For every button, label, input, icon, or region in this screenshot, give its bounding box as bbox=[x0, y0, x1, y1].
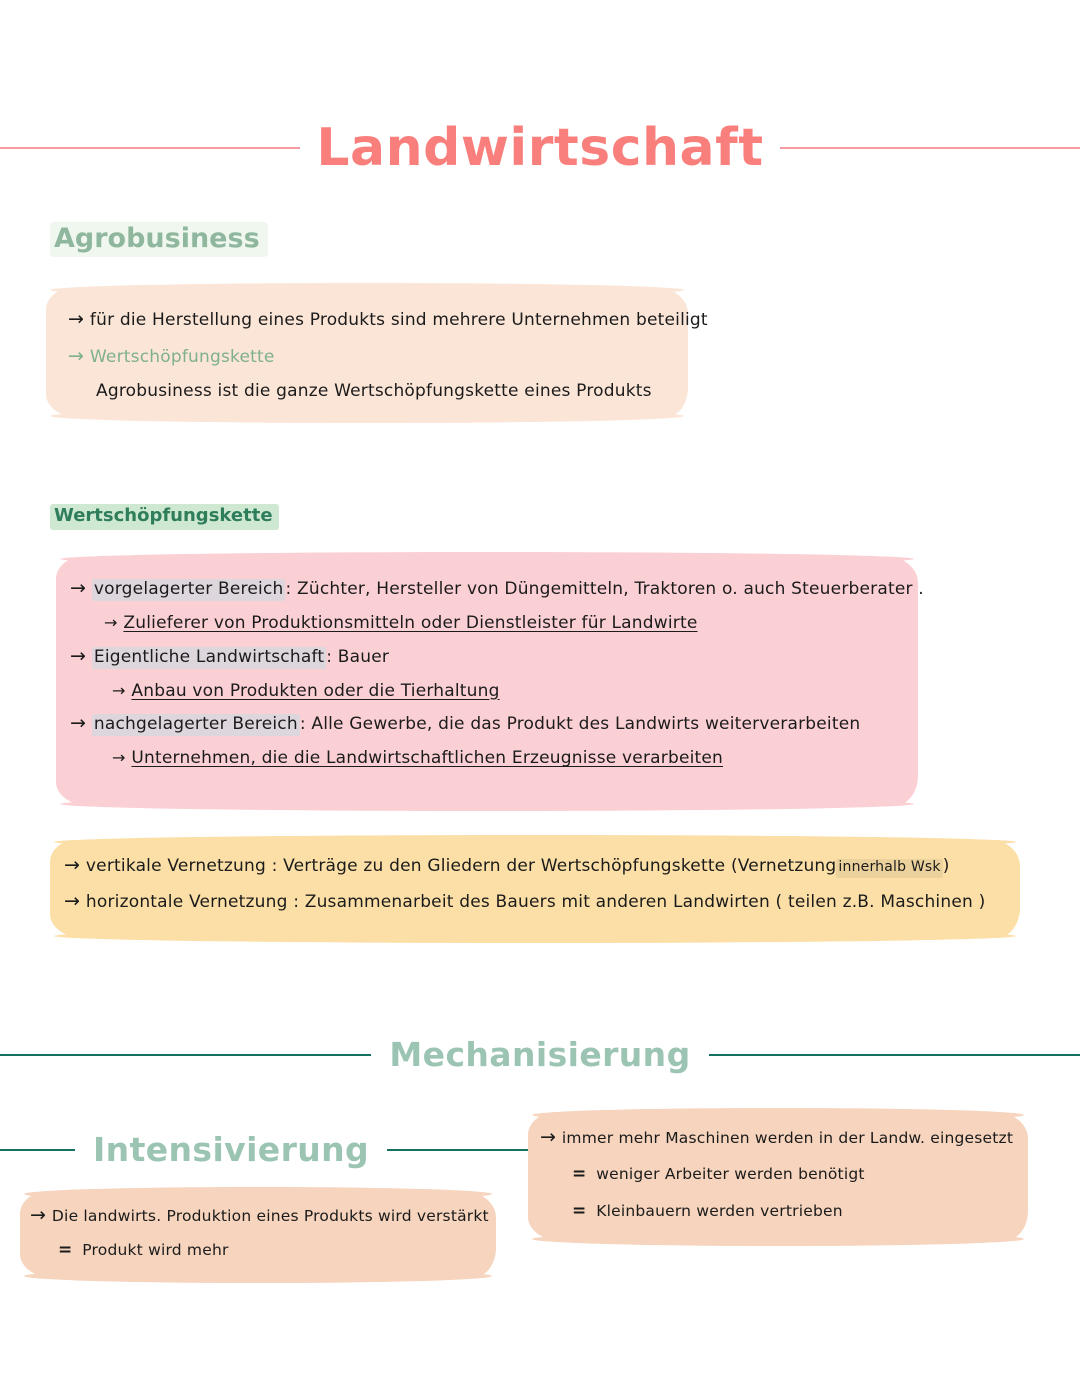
mechanisierung-rule-right bbox=[709, 1054, 1080, 1056]
arrow-icon: → bbox=[68, 308, 84, 330]
key-term: innerhalb Wsk bbox=[836, 859, 942, 878]
list-item-text: Die landwirts. Produktion eines Produkts wird verstärkt bbox=[51, 1207, 489, 1225]
arrow-icon: → bbox=[70, 712, 86, 734]
list-item bbox=[68, 308, 708, 331]
key-term: vorgelagerter Bereich bbox=[92, 579, 286, 601]
list-item bbox=[70, 748, 900, 769]
heading-intensivierung: Intensivierung bbox=[93, 1130, 370, 1169]
list-item-text: Wertschöpfungskette bbox=[89, 347, 275, 368]
arrow-icon: → bbox=[112, 680, 126, 700]
list-item-text: Unternehmen, die die Landwirtschaftlichen Erzeugnisse verarbeiten bbox=[131, 748, 724, 769]
mechanisierung-box bbox=[528, 1113, 1028, 1241]
list-item bbox=[70, 714, 900, 736]
title-rule-right bbox=[780, 147, 1080, 149]
arrow-icon: → bbox=[64, 889, 80, 912]
vernetzung-box bbox=[50, 840, 1020, 938]
list-item-text: Produkt wird mehr bbox=[82, 1241, 229, 1260]
intensivierung-rule-left bbox=[0, 1149, 75, 1151]
list-item-text: weniger Arbeiter werden benötigt bbox=[596, 1165, 865, 1184]
list-item bbox=[70, 577, 924, 601]
list-item-text: : Alle Gewerbe, die das Produkt des Landwirts weiterverarbeiten bbox=[299, 714, 861, 734]
equals-icon: = bbox=[572, 1164, 587, 1185]
list-item bbox=[540, 1201, 1014, 1221]
wertschoepfungskette-box bbox=[56, 557, 924, 806]
list-item bbox=[70, 644, 900, 669]
heading-mechanisierung: Mechanisierung bbox=[389, 1035, 691, 1074]
equals-icon: = bbox=[58, 1240, 73, 1261]
list-item-text: horizontale Vernetzung : Zusammenarbeit des Bauers mit anderen Landwirten ( teilen z.B. Maschinen ) bbox=[85, 891, 986, 912]
list-item bbox=[540, 1128, 1014, 1148]
arrow-icon: → bbox=[112, 748, 126, 768]
mechanisierung-rule-left bbox=[0, 1054, 371, 1056]
list-item bbox=[68, 347, 666, 368]
agrobusiness-box bbox=[46, 288, 708, 418]
list-item bbox=[64, 889, 1006, 913]
key-term: Eigentliche Landwirtschaft bbox=[92, 647, 326, 669]
arrow-icon: → bbox=[70, 577, 86, 599]
list-item-text: : Bauer bbox=[326, 646, 390, 667]
page-title-row bbox=[0, 118, 1080, 178]
arrow-icon: → bbox=[68, 345, 84, 368]
list-item-text: Kleinbauern werden vertrieben bbox=[596, 1201, 843, 1220]
arrow-icon: → bbox=[30, 1204, 46, 1226]
list-item bbox=[540, 1164, 1014, 1184]
list-item bbox=[70, 613, 900, 634]
page-title: Landwirtschaft bbox=[316, 118, 764, 178]
list-item-text: für die Herstellung eines Produkts sind mehrere Unternehmen beteiligt bbox=[89, 310, 708, 330]
list-item bbox=[68, 381, 666, 402]
list-item-text: Anbau von Produkten oder die Tierhaltung bbox=[131, 680, 500, 701]
arrow-icon: → bbox=[540, 1126, 556, 1148]
arrow-icon: → bbox=[64, 854, 80, 876]
equals-icon: = bbox=[572, 1200, 587, 1221]
list-item-text: Agrobusiness ist die ganze Wertschöpfungskette eines Produkts bbox=[96, 380, 652, 401]
list-item bbox=[30, 1240, 484, 1260]
list-item-text: immer mehr Maschinen werden in der Landw. eingesetzt bbox=[561, 1129, 1014, 1147]
list-item bbox=[30, 1204, 489, 1226]
title-rule-left bbox=[0, 147, 300, 149]
intensivierung-box bbox=[20, 1192, 496, 1278]
section-label-agrobusiness: Agrobusiness bbox=[50, 222, 268, 257]
arrow-icon: → bbox=[104, 613, 118, 633]
list-item bbox=[70, 681, 900, 702]
section-label-wertschoepfungskette: Wertschöpfungskette bbox=[50, 504, 279, 530]
list-item-text: vertikale Vernetzung : Verträge zu den Gliedern der Wertschöpfungskette (Vernetzung bbox=[85, 856, 837, 876]
list-item bbox=[64, 856, 1006, 878]
arrow-icon: → bbox=[70, 644, 86, 667]
mechanisierung-title-row bbox=[0, 1035, 1080, 1074]
key-term: nachgelagerter Bereich bbox=[92, 714, 300, 736]
list-item-text-tail: ) bbox=[942, 856, 950, 876]
list-item-text: : Züchter, Hersteller von Düngemitteln, Traktoren o. auch Steuerberater . bbox=[285, 579, 924, 599]
list-item-text: Zulieferer von Produktionsmitteln oder Dienstleister für Landwirte bbox=[123, 613, 698, 634]
